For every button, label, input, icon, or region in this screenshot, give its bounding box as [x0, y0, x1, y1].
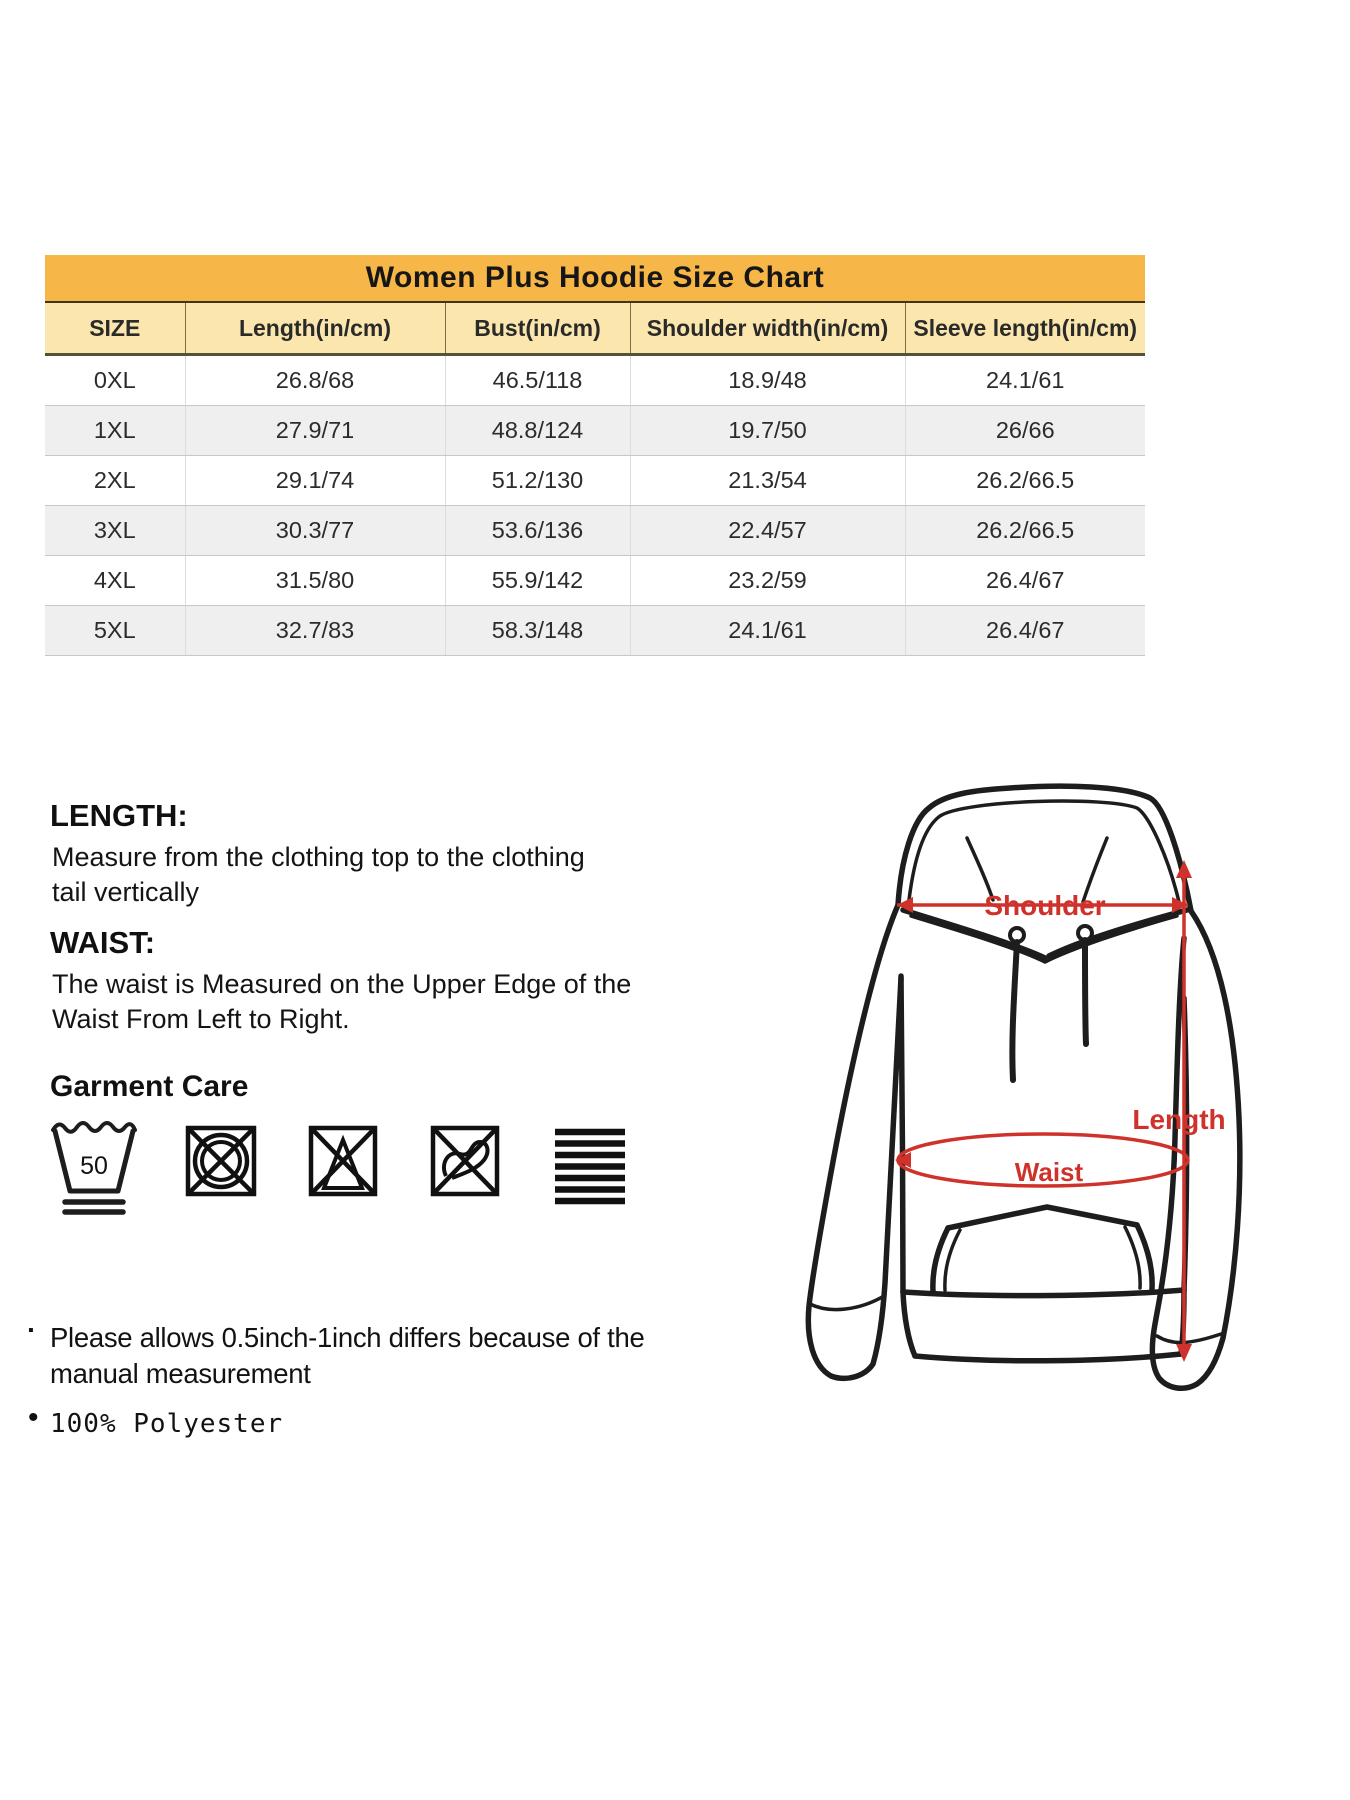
length-label: Length [1132, 1104, 1226, 1135]
cell-sleeve: 24.1/61 [905, 355, 1145, 406]
waist-label: Waist [1014, 1157, 1084, 1187]
cell-length: 32.7/83 [185, 606, 445, 656]
left-sleeve [808, 905, 901, 1378]
waist-description [52, 967, 631, 1037]
length-description-line: tail vertically [52, 877, 200, 908]
cell-bust: 55.9/142 [445, 556, 630, 606]
cell-length: 26.8/68 [185, 355, 445, 406]
table-row [45, 406, 1145, 456]
hoodie-measurement-diagram [645, 688, 1245, 1508]
cell-length: 29.1/74 [185, 456, 445, 506]
size-chart-title: Women Plus Hoodie Size Chart [45, 255, 1145, 303]
garment-care-icons [50, 1114, 632, 1218]
cell-sleeve: 26.4/67 [905, 556, 1145, 606]
cell-sleeve: 26.4/67 [905, 606, 1145, 656]
cell-bust: 58.3/148 [445, 606, 630, 656]
column-header-bust: Bust(in/cm) [445, 303, 630, 355]
cell-shoulder: 22.4/57 [630, 506, 905, 556]
wash-50-gentle-icon [50, 1114, 138, 1218]
header-row [45, 303, 1145, 355]
cell-size: 4XL [45, 556, 185, 606]
cell-sleeve: 26.2/66.5 [905, 456, 1145, 506]
cell-shoulder: 21.3/54 [630, 456, 905, 506]
do-not-wring-icon [428, 1114, 504, 1218]
table-row [45, 606, 1145, 656]
cell-shoulder: 24.1/61 [630, 606, 905, 656]
column-header-length: Length(in/cm) [185, 303, 445, 355]
cell-shoulder: 23.2/59 [630, 556, 905, 606]
waist-heading: WAIST: [50, 925, 156, 960]
cell-size: 5XL [45, 606, 185, 656]
size-chart-table [45, 255, 1145, 656]
waist-description-line: Waist From Left to Right. [52, 1004, 350, 1035]
cell-shoulder: 19.7/50 [630, 406, 905, 456]
column-header-sleeve: Sleeve length(in/cm) [905, 303, 1145, 355]
cell-bust: 46.5/118 [445, 355, 630, 406]
bullet-icon: ▪ [28, 1322, 34, 1339]
table-row [45, 355, 1145, 406]
notes-list [28, 1320, 668, 1455]
note-line: manual measurement [50, 1358, 311, 1390]
cell-sleeve: 26.2/66.5 [905, 506, 1145, 556]
cell-shoulder: 18.9/48 [630, 355, 905, 406]
cell-length: 27.9/71 [185, 406, 445, 456]
cell-length: 30.3/77 [185, 506, 445, 556]
kangaroo-pocket [933, 1207, 1152, 1291]
bullet-icon: • [28, 1400, 39, 1434]
note-line: Please allows 0.5inch-1inch differs because of the [50, 1322, 645, 1353]
do-not-tumble-dry-icon [184, 1114, 260, 1218]
cell-size: 1XL [45, 406, 185, 456]
cell-length: 31.5/80 [185, 556, 445, 606]
dry-flat-icon [550, 1114, 632, 1218]
wash-temперature-label: 50 [80, 1152, 108, 1180]
cell-sleeve: 26/66 [905, 406, 1145, 456]
do-not-dry-icon [306, 1114, 382, 1218]
cell-bust: 48.8/124 [445, 406, 630, 456]
note-material [28, 1400, 668, 1441]
hood-outline [898, 786, 1191, 962]
length-description-line: Measure from the clothing top to the clothing [52, 842, 585, 872]
cell-bust: 53.6/136 [445, 506, 630, 556]
note-measurement-tolerance [28, 1320, 668, 1393]
cell-bust: 51.2/130 [445, 456, 630, 506]
waist-description-line: The waist is Measured on the Upper Edge of the [52, 969, 632, 999]
table-row [45, 456, 1145, 506]
table-row [45, 506, 1145, 556]
column-header-shoulder: Shoulder width(in/cm) [630, 303, 905, 355]
length-description [52, 840, 585, 910]
length-heading: LENGTH: [50, 798, 188, 833]
table-row [45, 556, 1145, 606]
column-header-size: SIZE [45, 303, 185, 355]
size-chart-table-wrap [45, 255, 1145, 656]
shoulder-label: Shoulder [984, 890, 1106, 921]
cell-size: 0XL [45, 355, 185, 406]
garment-care-heading: Garment Care [50, 1070, 249, 1103]
note-line: 100% Polyester [50, 1408, 284, 1439]
cell-size: 2XL [45, 456, 185, 506]
cell-size: 3XL [45, 506, 185, 556]
right-sleeve [1152, 911, 1239, 1388]
